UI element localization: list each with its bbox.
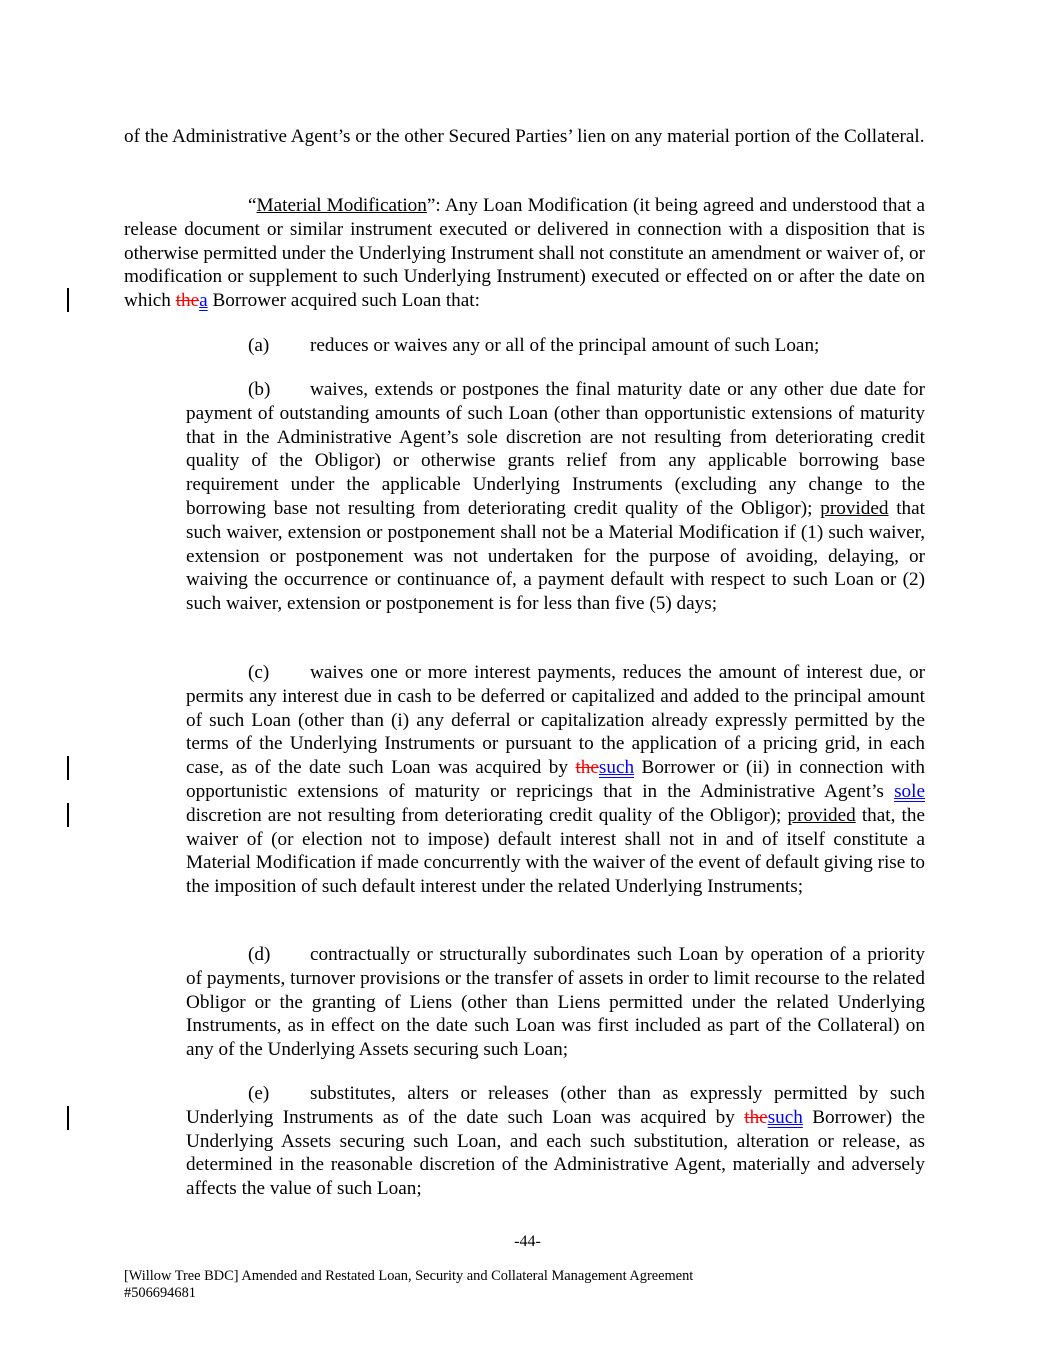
clause-text: that, the waiver of (or election not to impose) default interest shall not in and of itself constitute a Material Modification if made concurrently with the waiver of the event of default giving rise to the imposition of such default interest under the related Underlying Instruments; xyxy=(186,804,926,898)
inserted-text: sole xyxy=(894,780,925,802)
clause-text: contractually or structurally subordinates such Loan by operation of a priority of payments, turnover provisions or the transfer of assets in order to limit recourse to the related Obligor or the granting of Liens (other than Liens permitted under the related Underlying Instruments, as in effect on the date such Loan was first included as part of the Collateral) on any of the Underlying Assets securing such Loan; xyxy=(186,944,925,1061)
close-quote: ” xyxy=(426,195,436,216)
intro-paragraph xyxy=(124,125,925,149)
deleted-text: the xyxy=(175,290,200,312)
clause-a xyxy=(186,334,925,358)
defined-term: Material Modification xyxy=(256,195,427,216)
page-number: -44- xyxy=(514,1233,541,1250)
clause-text: that such waiver, extension or postponement shall not be a Material Modification if (1) such waiver, extension or postponement was not undertaken for the purpose of avoiding, delaying, or waiving the occurrence or continuance of, a payment default with respect to such Loan or (2) such waiver, extension or postponement is for less than five (5) days; xyxy=(186,497,925,615)
clause-text: Borrower or (ii) in connection with opportunistic extensions of maturity or repricings that in the Administrative Agent’s xyxy=(186,757,925,802)
clause-b xyxy=(186,378,925,616)
inserted-text: such xyxy=(767,1106,803,1128)
clause-text: Borrower) the Underlying Assets securing such Loan, and each such substitution, alteration or release, as determined in the reasonable discretion of the Administrative Agent, materially and adversely affects the value of such Loan; xyxy=(186,1106,925,1200)
footer-doc-id: #506694681 xyxy=(124,1285,196,1301)
clause-label: (a) xyxy=(248,335,270,356)
definition-text: : Any Loan Modification (it being agreed and understood that a release document or similar instrument executed or delivered in connection with a disposition that is otherwise permitted under the Underlying Instrument shall not constitute an amendment or waiver of, or modification or supplement to such Underlying Instrument) executed or effected on or after the date on which xyxy=(124,195,925,312)
clause-label: (d) xyxy=(248,944,271,965)
clause-text: discretion are not resulting from deteriorating credit quality of the Obligor); xyxy=(186,804,788,826)
clause-d xyxy=(186,943,925,1062)
inserted-text: such xyxy=(598,757,635,779)
change-bar xyxy=(67,756,69,780)
footer-title: [Willow Tree BDC] Amended and Restated Loan, Security and Collateral Management Agreement xyxy=(124,1268,694,1284)
intro-text: of the Administrative Agent’s or the other Secured Parties’ lien on any material portion of the Collateral. xyxy=(124,126,925,147)
definition-paragraph xyxy=(124,194,925,313)
footer xyxy=(124,1268,693,1302)
change-bar xyxy=(67,288,69,312)
clause-c xyxy=(186,661,925,899)
definition-text: Borrower acquired such Loan that: xyxy=(207,290,480,312)
provided-term: provided xyxy=(820,497,889,519)
clause-label: (e) xyxy=(248,1083,270,1104)
clause-label: (b) xyxy=(248,379,271,400)
clause-text: waives, extends or postpones the final maturity date or any other due date for payment of outstanding amounts of such Loan (other than opportunistic extensions of maturity that in the Administrative Agent’s sole discretion are not resulting from deteriorating credit quality of the Obligor) or otherwise grants relief from any applicable borrowing base requirement under the applicable Underlying Instruments (excluding any change to the borrowing base not resulting from deteriorating credit quality of the Obligor); xyxy=(186,379,925,519)
open-quote: “ xyxy=(248,195,257,216)
clause-text: substitutes, alters or releases (other than as expressly permitted by such Underlying Instruments as of the date such Loan was acquired by xyxy=(186,1083,925,1128)
clause-e xyxy=(186,1082,925,1201)
provided-term: provided xyxy=(787,804,856,826)
inserted-text: a xyxy=(199,290,208,312)
deleted-text: the xyxy=(575,757,599,779)
change-bar xyxy=(67,803,69,827)
clause-text: waives one or more interest payments, reduces the amount of interest due, or permits any interest due in cash to be deferred or capitalized and added to the principal amount of such Loan (other than (i) any deferral or capitalization already expressly permitted by the terms of the Underlying Instruments or pursuant to the application of a pricing grid, in each case, as of the date such Loan was acquired by xyxy=(186,662,925,779)
deleted-text: the xyxy=(744,1106,768,1128)
change-bar xyxy=(67,1106,69,1130)
clause-text: reduces or waives any or all of the principal amount of such Loan; xyxy=(310,335,820,356)
clause-label: (c) xyxy=(248,662,270,683)
